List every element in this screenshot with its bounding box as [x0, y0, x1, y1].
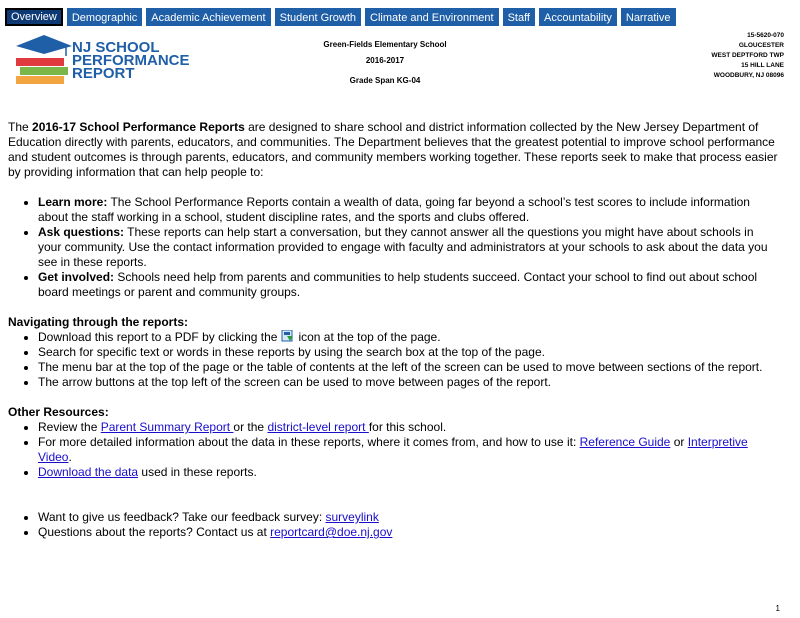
mortarboard-icon — [16, 35, 72, 54]
tab-accountability[interactable]: Accountability — [539, 8, 617, 26]
resources-list — [8, 420, 778, 480]
list-item: • The menu bar at the top of the page or the table of contents at the left of the screen can be used to move between sections of the report. — [38, 360, 778, 375]
tab-staff[interactable]: Staff — [503, 8, 535, 26]
grade-span: Grade Span KG-04 — [349, 76, 421, 85]
resources-heading: Other Resources: — [8, 405, 109, 419]
book-green-icon — [20, 67, 68, 75]
list-item: • Get involved: Schools need help from parents and communities to help students succeed. Contact your school to find out about school board meetings or parent and community groups. — [38, 270, 778, 300]
district-report-link[interactable]: district-level report — [267, 420, 369, 434]
list-item: • Learn more: The School Performance Reports contain a wealth of data, going far beyond a school’s test scores to include information about the staff working in a school, student discipline rates, and the sports and clubs offered. — [38, 195, 778, 225]
logo-text: NJ SCHOOL PERFORMANCE REPORT — [72, 39, 190, 82]
tab-student-growth[interactable]: Student Growth — [275, 8, 361, 26]
list-item: • For more detailed information about the data in these reports, where it comes from, and how to use it: Reference Guide or Interpretive Video. — [38, 435, 778, 465]
tab-climate-environment[interactable]: Climate and Environment — [365, 8, 499, 26]
nav-heading: Navigating through the reports: — [8, 315, 188, 329]
tab-overview[interactable]: Overview — [5, 8, 63, 26]
list-item: • Questions about the reports? Contact us at reportcard@doe.nj.gov — [38, 525, 778, 540]
school-year: 2016-2017 — [365, 56, 405, 65]
book-red-icon — [16, 58, 64, 66]
tab-demographic[interactable]: Demographic — [67, 8, 142, 26]
list-item: • Ask questions: These reports can help start a conversation, but they cannot answer all the questions you might have about schools in your community. Use the contact information provided to engage with faculty and administrators at your schools to ask about the data you see in these reports. — [38, 225, 778, 270]
list-item: • Download this report to a PDF by clicking the icon at the top of the page. — [38, 330, 778, 345]
school-address: 15-5620-070 GLOUCESTER WEST DEPTFORD TWP 15 HILL LANE WOODBURY, NJ 08096 — [711, 32, 784, 79]
reference-guide-link[interactable]: Reference Guide — [579, 435, 671, 449]
nav-list — [8, 330, 778, 390]
interpretive-video-link[interactable]: Interpretive Video — [38, 435, 748, 464]
contact-email-link[interactable]: reportcard@doe.nj.gov — [270, 525, 393, 539]
download-data-link[interactable]: Download the data — [38, 465, 139, 479]
feedback-list — [8, 510, 778, 540]
intro-paragraph: The 2016-17 School Performance Reports are designed to share school and district information collected by the New Jersey Department of Education directly with parents, educators, and communities. The Department believes that the greatest potential to improve school performance and student outcomes is through parents, educators, and community members working together. These reports seek to make that process easier by providing information that can help people to: — [8, 120, 778, 179]
book-orange-icon — [16, 76, 64, 84]
list-item: • The arrow buttons at the top left of the screen can be used to move between pages of the report. — [38, 375, 778, 390]
tab-narrative[interactable]: Narrative — [621, 8, 676, 26]
tab-bar — [5, 8, 680, 26]
list-item: • Want to give us feedback? Take our feedback survey: surveylink — [38, 510, 778, 525]
list-item: • Search for specific text or words in these reports by using the search box at the top of the page. — [38, 345, 778, 360]
main-content — [8, 120, 778, 540]
list-item: • Download the data used in these reports. — [38, 465, 778, 480]
page-number: 1 — [775, 604, 780, 613]
tab-academic-achievement[interactable]: Academic Achievement — [146, 8, 270, 26]
purpose-list — [8, 195, 778, 300]
school-name: Green-Fields Elementary School — [323, 40, 447, 49]
parent-summary-link[interactable]: Parent Summary Report — [100, 420, 234, 434]
pdf-download-icon[interactable] — [281, 330, 294, 342]
survey-link[interactable]: surveylink — [325, 510, 379, 524]
list-item: • Review the Parent Summary Report or the district-level report for this school. — [38, 420, 778, 435]
